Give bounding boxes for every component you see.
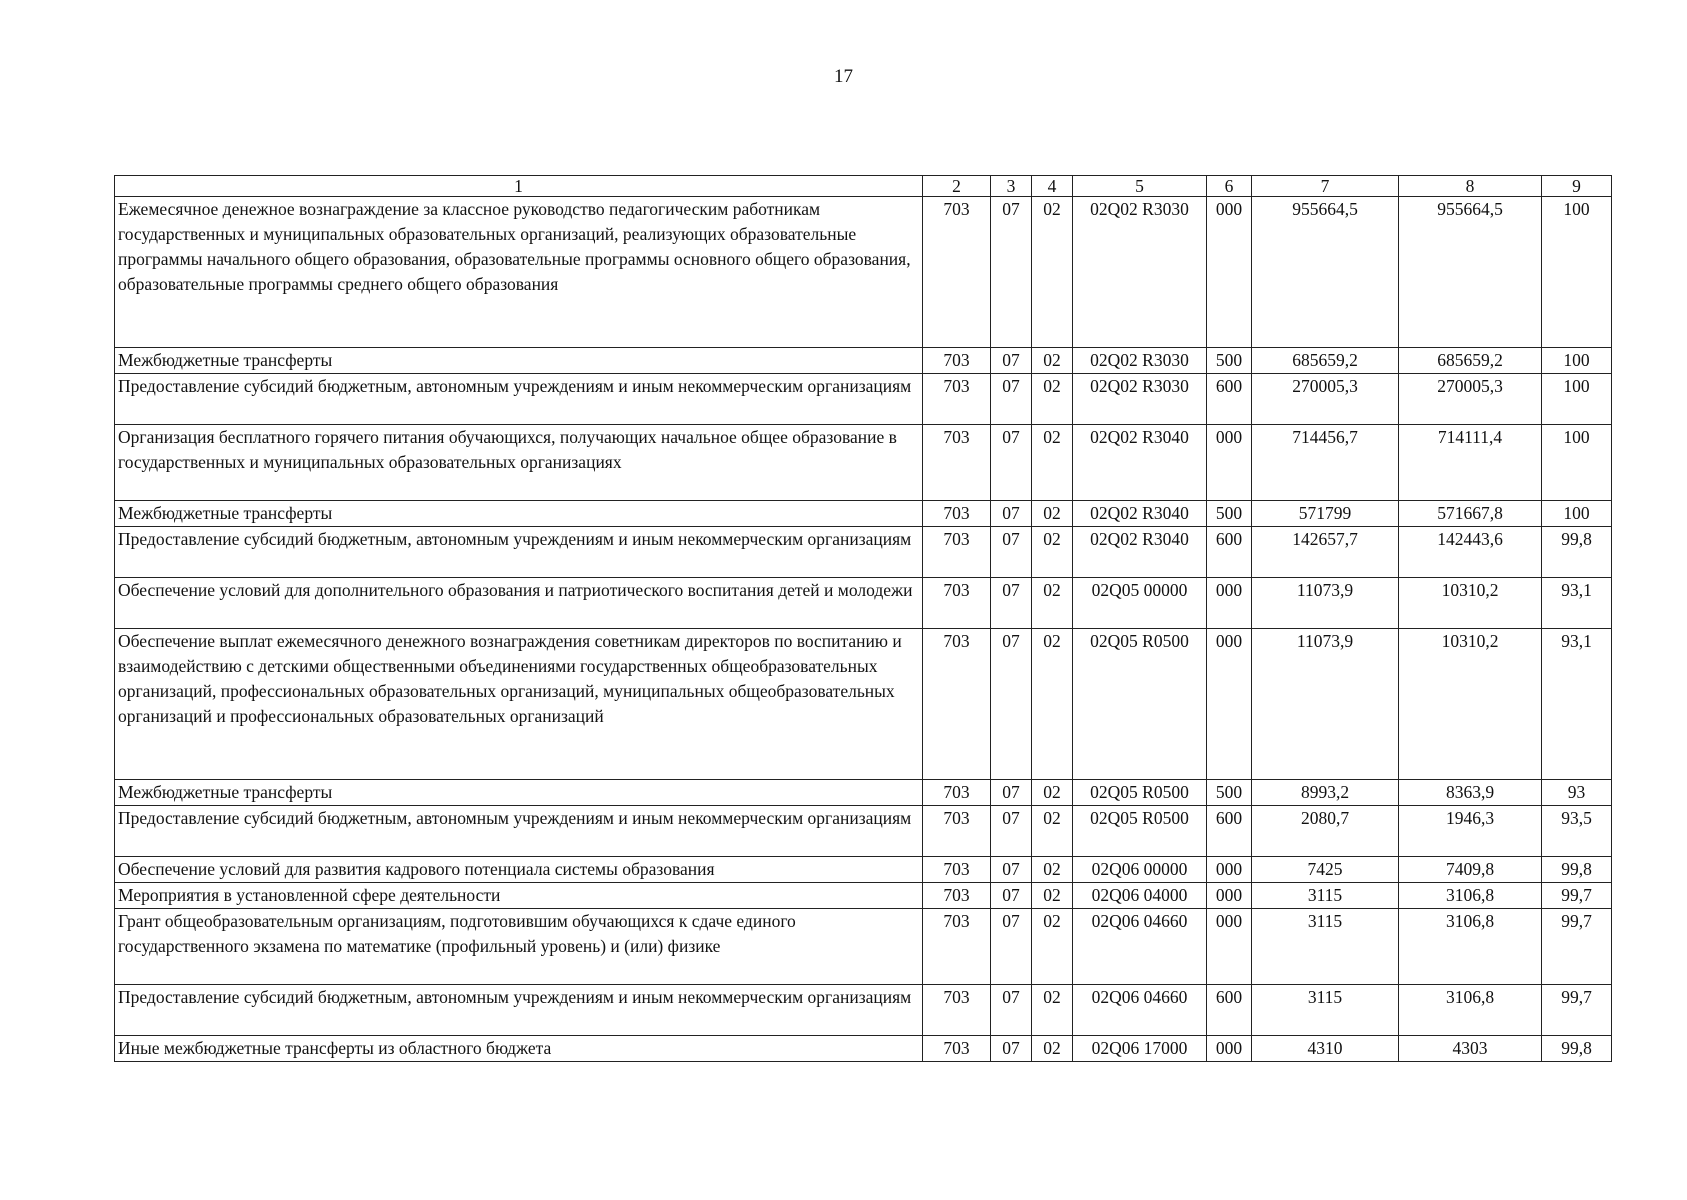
row-name: Межбюджетные трансферты [115, 780, 923, 806]
row-name: Предоставление субсидий бюджетным, автономным учреждениям и иным некоммерческим организациям [115, 806, 923, 857]
cell-plan: 2080,7 [1252, 806, 1399, 857]
cell-actual: 4303 [1399, 1036, 1542, 1062]
cell-target-article: 02Q02 R3040 [1073, 501, 1207, 527]
row-name: Предоставление субсидий бюджетным, автономным учреждениям и иным некоммерческим организациям [115, 985, 923, 1036]
cell-expense-type: 500 [1207, 780, 1252, 806]
row-name: Обеспечение выплат ежемесячного денежного вознаграждения советникам директоров по воспитанию и взаимодействию с детскими общественными объединениями государственных общеобразовательных организаций, профессиональных образовательных организаций, муниципальных общеобразовательных организаций и профессиональных образовательных организаций [115, 629, 923, 780]
column-header: 7 [1252, 176, 1399, 197]
cell-subsection: 02 [1032, 374, 1073, 425]
cell-plan: 8993,2 [1252, 780, 1399, 806]
cell-section: 07 [991, 985, 1032, 1036]
cell-percent: 93,5 [1542, 806, 1612, 857]
cell-subsection: 02 [1032, 425, 1073, 501]
column-number-row [115, 176, 1612, 197]
cell-percent: 93 [1542, 780, 1612, 806]
row-name: Иные межбюджетные трансферты из областного бюджета [115, 1036, 923, 1062]
cell-actual: 270005,3 [1399, 374, 1542, 425]
cell-admin-code: 703 [923, 348, 991, 374]
cell-actual: 685659,2 [1399, 348, 1542, 374]
cell-expense-type: 600 [1207, 806, 1252, 857]
column-header: 3 [991, 176, 1032, 197]
table-row [115, 857, 1612, 883]
row-name: Ежемесячное денежное вознаграждение за классное руководство педагогическим работникам государственных и муниципальных образовательных организаций, реализующих образовательные программы начального общего образования, образовательные программы основного общего образования, образовательные программы среднего общего образования [115, 197, 923, 348]
cell-section: 07 [991, 909, 1032, 985]
cell-actual: 10310,2 [1399, 629, 1542, 780]
cell-actual: 1946,3 [1399, 806, 1542, 857]
column-header: 2 [923, 176, 991, 197]
cell-section: 07 [991, 629, 1032, 780]
cell-expense-type: 000 [1207, 1036, 1252, 1062]
cell-plan: 3115 [1252, 883, 1399, 909]
row-name: Грант общеобразовательным организациям, подготовившим обучающихся к сдаче единого государственного экзамена по математике (профильный уровень) и (или) физике [115, 909, 923, 985]
cell-actual: 571667,8 [1399, 501, 1542, 527]
page-number: 17 [834, 66, 853, 87]
table-row [115, 806, 1612, 857]
cell-admin-code: 703 [923, 425, 991, 501]
cell-admin-code: 703 [923, 629, 991, 780]
cell-expense-type: 000 [1207, 857, 1252, 883]
cell-section: 07 [991, 527, 1032, 578]
cell-admin-code: 703 [923, 780, 991, 806]
cell-section: 07 [991, 806, 1032, 857]
table-row [115, 425, 1612, 501]
cell-plan: 4310 [1252, 1036, 1399, 1062]
row-name: Межбюджетные трансферты [115, 501, 923, 527]
cell-plan: 270005,3 [1252, 374, 1399, 425]
cell-target-article: 02Q02 R3030 [1073, 197, 1207, 348]
cell-section: 07 [991, 578, 1032, 629]
cell-percent: 93,1 [1542, 578, 1612, 629]
cell-actual: 7409,8 [1399, 857, 1542, 883]
column-header: 6 [1207, 176, 1252, 197]
cell-subsection: 02 [1032, 348, 1073, 374]
cell-percent: 99,7 [1542, 909, 1612, 985]
cell-subsection: 02 [1032, 501, 1073, 527]
cell-section: 07 [991, 883, 1032, 909]
cell-section: 07 [991, 348, 1032, 374]
cell-actual: 10310,2 [1399, 578, 1542, 629]
cell-expense-type: 000 [1207, 629, 1252, 780]
cell-subsection: 02 [1032, 527, 1073, 578]
cell-subsection: 02 [1032, 985, 1073, 1036]
cell-percent: 93,1 [1542, 629, 1612, 780]
cell-actual: 3106,8 [1399, 909, 1542, 985]
cell-percent: 100 [1542, 374, 1612, 425]
cell-expense-type: 000 [1207, 197, 1252, 348]
cell-expense-type: 600 [1207, 985, 1252, 1036]
cell-target-article: 02Q02 R3030 [1073, 374, 1207, 425]
cell-actual: 3106,8 [1399, 883, 1542, 909]
cell-target-article: 02Q06 04660 [1073, 909, 1207, 985]
row-name: Межбюджетные трансферты [115, 348, 923, 374]
cell-expense-type: 000 [1207, 578, 1252, 629]
table-row [115, 780, 1612, 806]
cell-section: 07 [991, 501, 1032, 527]
table-row [115, 501, 1612, 527]
column-header: 1 [115, 176, 923, 197]
cell-plan: 571799 [1252, 501, 1399, 527]
cell-target-article: 02Q05 R0500 [1073, 780, 1207, 806]
cell-admin-code: 703 [923, 985, 991, 1036]
cell-plan: 7425 [1252, 857, 1399, 883]
cell-target-article: 02Q06 04000 [1073, 883, 1207, 909]
cell-plan: 685659,2 [1252, 348, 1399, 374]
table-row [115, 374, 1612, 425]
cell-actual: 142443,6 [1399, 527, 1542, 578]
cell-percent: 99,8 [1542, 1036, 1612, 1062]
cell-section: 07 [991, 780, 1032, 806]
cell-target-article: 02Q05 R0500 [1073, 806, 1207, 857]
cell-admin-code: 703 [923, 527, 991, 578]
cell-section: 07 [991, 374, 1032, 425]
cell-target-article: 02Q05 00000 [1073, 578, 1207, 629]
row-name: Предоставление субсидий бюджетным, автономным учреждениям и иным некоммерческим организациям [115, 374, 923, 425]
cell-section: 07 [991, 425, 1032, 501]
cell-plan: 142657,7 [1252, 527, 1399, 578]
cell-subsection: 02 [1032, 1036, 1073, 1062]
table-row [115, 197, 1612, 348]
cell-subsection: 02 [1032, 806, 1073, 857]
cell-plan: 3115 [1252, 985, 1399, 1036]
cell-target-article: 02Q02 R3040 [1073, 425, 1207, 501]
table-row [115, 629, 1612, 780]
cell-actual: 3106,8 [1399, 985, 1542, 1036]
cell-target-article: 02Q05 R0500 [1073, 629, 1207, 780]
cell-target-article: 02Q02 R3040 [1073, 527, 1207, 578]
cell-subsection: 02 [1032, 578, 1073, 629]
table-row [115, 883, 1612, 909]
cell-plan: 11073,9 [1252, 578, 1399, 629]
column-header: 4 [1032, 176, 1073, 197]
cell-subsection: 02 [1032, 197, 1073, 348]
cell-expense-type: 000 [1207, 909, 1252, 985]
cell-target-article: 02Q06 04660 [1073, 985, 1207, 1036]
cell-percent: 100 [1542, 197, 1612, 348]
table-row [115, 1036, 1612, 1062]
cell-expense-type: 500 [1207, 348, 1252, 374]
cell-subsection: 02 [1032, 883, 1073, 909]
cell-expense-type: 600 [1207, 374, 1252, 425]
cell-target-article: 02Q02 R3030 [1073, 348, 1207, 374]
cell-percent: 99,7 [1542, 985, 1612, 1036]
column-header: 8 [1399, 176, 1542, 197]
cell-expense-type: 000 [1207, 883, 1252, 909]
cell-target-article: 02Q06 00000 [1073, 857, 1207, 883]
cell-admin-code: 703 [923, 883, 991, 909]
table-row [115, 527, 1612, 578]
cell-admin-code: 703 [923, 806, 991, 857]
cell-percent: 100 [1542, 501, 1612, 527]
cell-target-article: 02Q06 17000 [1073, 1036, 1207, 1062]
cell-expense-type: 000 [1207, 425, 1252, 501]
cell-percent: 99,7 [1542, 883, 1612, 909]
cell-admin-code: 703 [923, 501, 991, 527]
cell-percent: 100 [1542, 425, 1612, 501]
cell-admin-code: 703 [923, 374, 991, 425]
cell-actual: 955664,5 [1399, 197, 1542, 348]
row-name: Предоставление субсидий бюджетным, автономным учреждениям и иным некоммерческим организациям [115, 527, 923, 578]
row-name: Мероприятия в установленной сфере деятельности [115, 883, 923, 909]
cell-subsection: 02 [1032, 629, 1073, 780]
row-name: Обеспечение условий для развития кадрового потенциала системы образования [115, 857, 923, 883]
table-row [115, 348, 1612, 374]
cell-plan: 11073,9 [1252, 629, 1399, 780]
cell-admin-code: 703 [923, 197, 991, 348]
cell-admin-code: 703 [923, 909, 991, 985]
cell-percent: 99,8 [1542, 857, 1612, 883]
cell-actual: 8363,9 [1399, 780, 1542, 806]
column-header: 9 [1542, 176, 1612, 197]
cell-expense-type: 500 [1207, 501, 1252, 527]
cell-section: 07 [991, 857, 1032, 883]
row-name: Организация бесплатного горячего питания обучающихся, получающих начальное общее образование в государственных и муниципальных образовательных организациях [115, 425, 923, 501]
cell-plan: 3115 [1252, 909, 1399, 985]
cell-percent: 100 [1542, 348, 1612, 374]
cell-section: 07 [991, 197, 1032, 348]
cell-plan: 955664,5 [1252, 197, 1399, 348]
cell-admin-code: 703 [923, 1036, 991, 1062]
table-row [115, 578, 1612, 629]
cell-section: 07 [991, 1036, 1032, 1062]
table-row [115, 985, 1612, 1036]
cell-subsection: 02 [1032, 909, 1073, 985]
cell-admin-code: 703 [923, 578, 991, 629]
cell-subsection: 02 [1032, 857, 1073, 883]
cell-plan: 714456,7 [1252, 425, 1399, 501]
row-name: Обеспечение условий для дополнительного образования и патриотического воспитания детей и молодежи [115, 578, 923, 629]
cell-percent: 99,8 [1542, 527, 1612, 578]
cell-subsection: 02 [1032, 780, 1073, 806]
column-header: 5 [1073, 176, 1207, 197]
cell-actual: 714111,4 [1399, 425, 1542, 501]
cell-expense-type: 600 [1207, 527, 1252, 578]
budget-table [114, 175, 1612, 1062]
cell-admin-code: 703 [923, 857, 991, 883]
table-row [115, 909, 1612, 985]
